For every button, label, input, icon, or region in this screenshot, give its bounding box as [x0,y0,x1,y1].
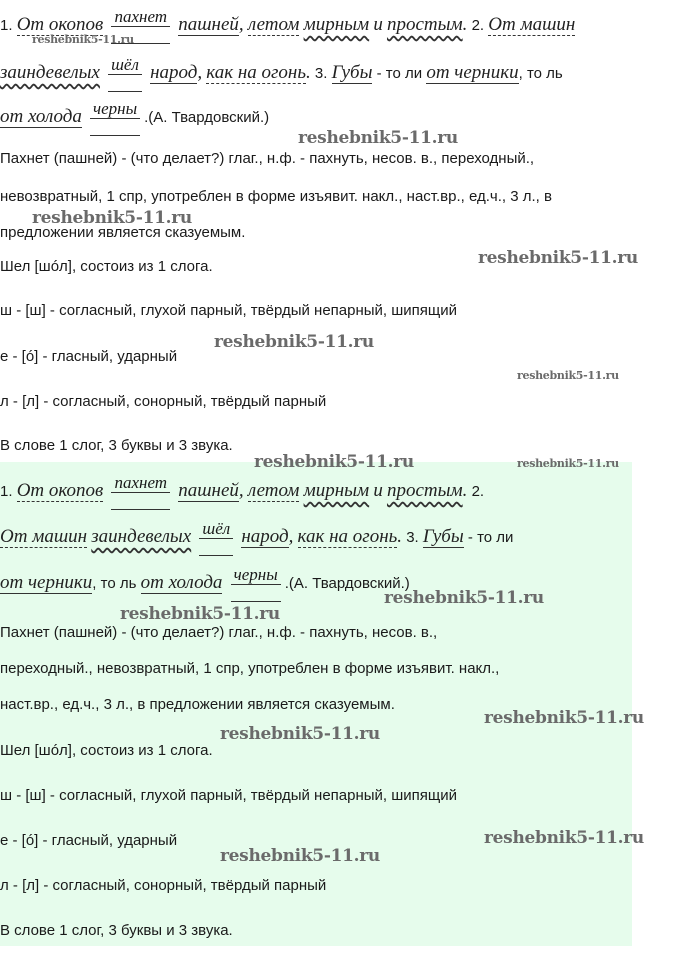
watermark: reshebnik5-11.ru [478,248,638,268]
sentence-line-3 [0,100,269,136]
analysis-paragraph-line: Пахнет (пашней) - (что делает?) глаг., н.ф. - пахнуть, несов. в., [0,624,438,641]
syllable-info: Шел [шóл], состоиз из 1 слога. [0,258,213,275]
subject-narod: народ [150,61,198,83]
adverbial-kak-na-ogon: как на огонь [206,61,306,83]
adverbial-ot-mashin: От машин [488,13,576,35]
adverbial-ot-kholoda: от холода [0,105,82,127]
analysis-paragraph-line: переходный., невозвратный, 1 спр, употреблен в форме изъявит. накл., [0,660,500,677]
phonetic-e: е - [ó] - гласный, ударный [0,348,178,365]
subject-narod: народ [241,525,289,547]
subject-guby: Губы [422,525,464,547]
phonetic-l: л - [л] - согласный, сонорный, твёрдый парный [0,877,327,894]
adverbial-ot-cherniki: от черники [0,571,93,593]
watermark: reshebnik5-11.ru [517,369,619,382]
attribute-mirnym: мирным [303,479,370,501]
predicate-pakhnet: пахнет [111,474,170,510]
adverbial-ot-cherniki: от черники [426,61,519,83]
analysis-paragraph-line: невозвратный, 1 спр, употреблен в форме изъявит. накл., наст.вр., ед.ч., 3 л., в [0,188,552,205]
sentence-number: 3. [314,64,328,82]
subject-guby: Губы [331,61,373,83]
watermark: reshebnik5-11.ru [484,828,644,848]
watermark: reshebnik5-11.ru [384,588,544,608]
summary: В слове 1 слог, 3 буквы и 3 звука. [0,922,233,939]
sentence-line-1: 1. От окопов пахнет пашней, летом мирным и простым. 2. [0,474,484,510]
sentence-line-2: заиндевелых шёл народ, как на огонь. 3. Губы - то ли от черники, то ль [0,56,563,92]
watermark: reshebnik5-11.ru [32,33,134,46]
attribute-prostym: простым [386,479,463,501]
sentence-number: 2. [471,16,485,34]
attribute-prostym: простым [386,13,463,35]
predicate-shel: шёл [108,56,142,92]
author-credit: .(А. Твардовский.) [144,108,270,126]
attribute-zaindevelykh: заиндевелых [91,525,192,547]
predicate-cherny: черны [231,566,281,602]
analysis-paragraph-line: предложении является сказуемым. [0,224,246,241]
watermark: reshebnik5-11.ru [220,846,380,866]
adverbial-ot-okopov: От окопов [16,13,104,35]
adverbial-ot-mashin: От машин [0,525,88,547]
analysis-paragraph-line: наст.вр., ед.ч., 3 л., в предложении является сказуемым. [0,696,395,713]
predicate-shel: шёл [199,520,233,556]
object-pashnei: пашней [178,479,239,501]
sentence-number: 1. [0,16,13,34]
sentence-line-1: 1. От окопов пахнет пашней, летом мирным и простым. 2. От машин [0,8,575,44]
watermark: reshebnik5-11.ru [254,452,414,472]
syllable-info: Шел [шóл], состоиз из 1 слога. [0,742,213,759]
watermark: reshebnik5-11.ru [517,457,619,470]
attribute-mirnym: мирным [303,13,370,35]
adverbial-ot-okopov: От окопов [16,479,104,501]
phonetic-l: л - [л] - согласный, сонорный, твёрдый парный [0,393,327,410]
adverbial-letom: летом [247,479,300,501]
adverbial-kak-na-ogon: как на огонь [297,525,398,547]
predicate-cherny: черны [90,100,140,136]
object-pashnei: пашней [178,13,239,35]
watermark: reshebnik5-11.ru [32,208,192,228]
summary: В слове 1 слог, 3 буквы и 3 звука. [0,437,233,454]
predicate-pakhnet: пахнет [111,8,170,44]
phonetic-e: е - [ó] - гласный, ударный [0,832,178,849]
adverbial-letom: летом [247,13,300,35]
adverbial-ot-kholoda: от холода [140,571,223,593]
analysis-paragraph-line: Пахнет (пашней) - (что делает?) глаг., н.ф. - пахнуть, несов. в., переходный., [0,150,535,167]
watermark: reshebnik5-11.ru [120,604,280,624]
phonetic-sh: ш - [ш] - согласный, глухой парный, твёрдый непарный, шипящий [0,787,458,804]
watermark: reshebnik5-11.ru [484,708,644,728]
sentence-line-2: От машин заиндевелых шёл народ, как на огонь. 3. Губы - то ли [0,520,513,556]
watermark: reshebnik5-11.ru [214,332,374,352]
phonetic-sh: ш - [ш] - согласный, глухой парный, твёрдый непарный, шипящий [0,302,458,319]
sentence-line-3: от черники, то ль от холода черны .(А. Твардовский.) [0,566,410,602]
attribute-zaindevelykh: заиндевелых [0,61,100,83]
watermark: reshebnik5-11.ru [298,128,458,148]
author-credit: .(А. Твардовский.) [284,574,410,592]
watermark: reshebnik5-11.ru [220,724,380,744]
